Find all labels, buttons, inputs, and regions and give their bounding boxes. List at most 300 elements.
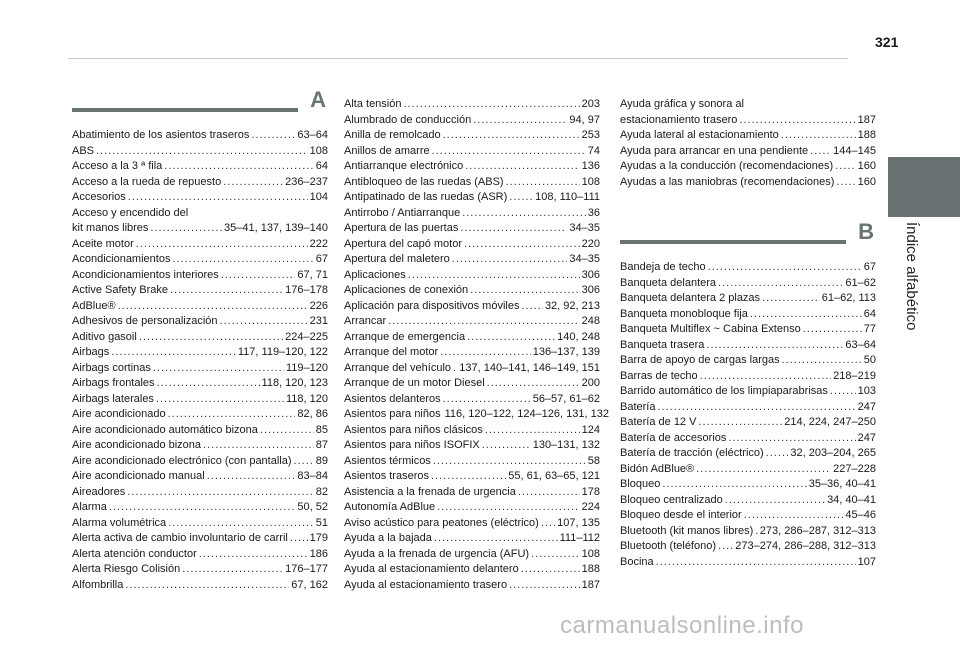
index-pages: 160 — [857, 175, 876, 188]
dot-leader — [432, 144, 586, 160]
index-term: Banqueta Multiflex ~ Cabina Extenso — [620, 323, 801, 335]
index-term: Asientos para niños clásicos — [344, 423, 483, 436]
index-pages: 36 — [587, 206, 600, 219]
index-pages: 83–84 — [297, 470, 328, 482]
index-term: Bloqueo — [620, 478, 661, 490]
dot-leader — [836, 175, 855, 191]
index-term: Ayuda para arrancar en una pendiente — [620, 144, 809, 157]
index-term: Alerta atención conductor — [72, 547, 197, 560]
index-term: Airbags laterales — [72, 392, 154, 405]
index-column-2 — [344, 97, 609, 593]
index-entry — [344, 345, 600, 361]
index-pages: 253 — [581, 129, 600, 141]
index-entry — [344, 376, 600, 392]
header-divider — [68, 58, 848, 59]
dot-leader — [509, 190, 533, 206]
index-pages: 35–36, 40–41 — [808, 478, 876, 490]
index-term: Aireadores — [72, 485, 126, 498]
letter-a: A — [310, 87, 326, 112]
index-term: Acondicionamientos — [72, 253, 171, 265]
index-entry — [344, 500, 600, 516]
index-term: Active Safety Brake — [72, 284, 168, 296]
index-pages: 55, 61, 63–65, 121 — [508, 470, 600, 482]
index-pages: 108, 110–111 — [535, 191, 600, 203]
entry-list-b-col3 — [620, 260, 876, 570]
index-pages: 117, 119–120, 122 — [237, 346, 328, 358]
index-pages: 140, 248 — [557, 330, 600, 343]
dot-leader — [518, 485, 580, 501]
dot-leader — [782, 353, 862, 369]
index-pages: 124 — [581, 423, 600, 436]
dot-leader — [728, 431, 855, 447]
index-pages: 116, 120–122, 124–126, 131, 132 — [444, 408, 609, 420]
index-entry — [344, 175, 600, 191]
index-pages: 203 — [581, 98, 600, 110]
dot-leader — [433, 454, 586, 470]
index-pages: 61–62, 113 — [821, 292, 876, 304]
index-pages: 64 — [315, 160, 328, 172]
index-pages: 187 — [581, 578, 600, 591]
index-entry — [344, 299, 600, 315]
index-entry — [72, 159, 328, 175]
index-entry — [344, 252, 600, 268]
dot-leader — [170, 283, 283, 299]
index-term: Ayuda lateral al estacionamiento — [620, 129, 779, 141]
section-tab-marker — [888, 157, 960, 217]
index-term: Antipatinado de las ruedas (ASR) — [344, 191, 508, 203]
dot-leader — [443, 128, 580, 144]
index-entry — [344, 113, 600, 129]
index-pages: 178 — [581, 485, 600, 498]
dot-leader — [172, 252, 313, 268]
dot-leader — [718, 539, 733, 555]
dot-leader — [220, 314, 308, 330]
index-term: Batería de tracción (eléctrico) — [620, 447, 764, 459]
dot-leader — [725, 493, 825, 509]
index-pages: 136 — [581, 160, 600, 172]
index-entry — [344, 423, 600, 439]
dot-leader — [521, 299, 542, 315]
index-pages: 176–177 — [285, 563, 328, 575]
index-entry — [72, 128, 328, 144]
index-entry — [72, 454, 328, 470]
index-term: Accesorios — [72, 191, 126, 203]
dot-leader — [431, 469, 506, 485]
index-pages: 214, 224, 247–250 — [784, 416, 876, 428]
dot-leader — [164, 159, 313, 175]
index-term: Ayuda al estacionamiento trasero — [344, 578, 508, 591]
index-pages: 103 — [857, 385, 876, 397]
index-pages: 144–145 — [833, 144, 876, 157]
index-pages: 67 — [315, 253, 328, 265]
index-pages: 77 — [863, 323, 876, 335]
dot-leader — [452, 252, 568, 268]
index-pages: 227–228 — [833, 462, 876, 475]
entry-list-a-col1 — [72, 128, 328, 593]
index-term: Acondicionamientos interiores — [72, 268, 219, 281]
dot-leader — [810, 144, 831, 160]
index-entry — [620, 524, 876, 540]
index-term: Abatimiento de los asientos traseros — [72, 129, 250, 141]
index-pages: 236–237 — [285, 175, 328, 188]
index-pages: 56–57, 61–62 — [532, 392, 600, 405]
index-term: Antirrobo / Antiarranque — [344, 206, 461, 219]
section-side-label: Índice alfabético — [903, 222, 920, 331]
index-pages: 34–35 — [569, 253, 600, 265]
index-term: Alarma volumétrica — [72, 516, 167, 529]
letter-heading-b — [620, 219, 876, 258]
index-entry-prefix: Ayuda gráfica y sonora al — [620, 98, 744, 110]
index-term: Arranque de emergencia — [344, 330, 466, 343]
index-pages: 111–112 — [559, 532, 600, 544]
index-pages: 58 — [587, 454, 600, 467]
dot-leader — [531, 547, 580, 563]
index-entry — [344, 438, 600, 454]
index-pages: 136–137, 139 — [532, 346, 600, 358]
index-entry — [620, 431, 876, 447]
index-entry — [620, 260, 876, 276]
index-pages: 51 — [315, 516, 328, 529]
index-term: Antibloqueo de las ruedas (ABS) — [344, 175, 504, 188]
dot-leader — [750, 307, 862, 323]
index-pages: 224 — [581, 501, 600, 513]
dot-leader — [706, 338, 843, 354]
dot-leader — [509, 578, 580, 594]
letter-rule — [72, 108, 298, 112]
index-entry — [620, 307, 876, 323]
index-term: Aplicaciones — [344, 268, 406, 281]
index-term: Alarma — [72, 501, 107, 513]
index-entry — [72, 531, 328, 547]
index-term: Asientos térmicos — [344, 454, 431, 467]
dot-leader — [294, 454, 314, 470]
index-term: Apertura del maletero — [344, 253, 450, 265]
index-pages: 226 — [309, 299, 328, 312]
index-term: Aplicaciones de conexión — [344, 284, 469, 296]
dot-leader — [221, 268, 296, 284]
index-pages: 118, 120 — [285, 392, 328, 405]
index-entry — [72, 500, 328, 516]
index-term: Aditivo gasoil — [72, 330, 137, 343]
index-term: Aviso acústico para peatones (eléctrico) — [344, 516, 539, 529]
index-term: Alumbrado de conducción — [344, 113, 472, 126]
letter-b: B — [858, 219, 874, 244]
dot-leader — [153, 361, 284, 377]
dot-leader — [96, 144, 308, 160]
index-pages: 87 — [315, 439, 328, 451]
index-entry — [344, 159, 600, 175]
letter-rule — [620, 240, 846, 244]
index-entry — [72, 376, 328, 392]
dot-leader — [182, 562, 283, 578]
index-term: Asientos traseros — [344, 470, 429, 482]
index-term: Apertura de las puertas — [344, 222, 459, 234]
index-pages: 63–64 — [297, 129, 328, 141]
index-entry — [72, 438, 328, 454]
dot-leader — [440, 345, 531, 361]
index-term: Asientos para niños — [344, 408, 441, 420]
dot-leader — [473, 113, 567, 129]
index-entry — [72, 345, 328, 361]
index-entry — [72, 268, 328, 284]
index-pages: 32, 203–204, 265 — [790, 447, 876, 459]
index-entry — [72, 547, 328, 563]
index-term: AdBlue® — [72, 299, 116, 312]
index-entry — [620, 384, 876, 400]
index-pages: 130–131, 132 — [532, 439, 600, 451]
dot-leader — [460, 221, 567, 237]
dot-leader — [781, 128, 856, 144]
index-term: Alta tensión — [344, 98, 402, 110]
index-entry — [344, 221, 600, 237]
index-pages: 218–219 — [833, 369, 876, 382]
index-entry — [344, 407, 609, 423]
index-entry — [620, 144, 876, 160]
index-pages: 63–64 — [845, 338, 876, 351]
dot-leader — [156, 392, 284, 408]
index-entry — [344, 237, 600, 253]
index-term: Aire acondicionado automático bizona — [72, 423, 258, 436]
index-term: Antiarranque electrónico — [344, 160, 464, 172]
index-pages: 61–62 — [845, 276, 876, 289]
dot-leader — [656, 555, 856, 571]
index-pages: 85 — [315, 423, 328, 436]
index-term: Autonomía AdBlue — [344, 501, 436, 513]
index-pages: 160 — [857, 160, 876, 172]
index-term: ABS — [72, 144, 95, 157]
index-pages: 32, 92, 213 — [544, 299, 600, 312]
index-entry — [344, 516, 600, 532]
dot-leader — [662, 477, 806, 493]
index-pages: 50 — [863, 354, 876, 366]
index-term: Aire acondicionado — [72, 408, 166, 420]
index-entry — [620, 291, 876, 307]
dot-leader — [506, 175, 580, 191]
index-pages: 67 — [863, 261, 876, 273]
dot-leader — [118, 299, 308, 315]
index-pages: 108 — [581, 175, 600, 188]
index-term: Barra de apoyo de cargas largas — [620, 354, 780, 366]
index-term: Batería de 12 V — [620, 416, 697, 428]
index-pages: 67, 71 — [297, 268, 328, 281]
index-pages: 45–46 — [845, 509, 876, 521]
index-term: Asientos para niños ISOFIX — [344, 439, 480, 451]
index-term: Airbags cortinas — [72, 361, 151, 374]
dot-leader — [762, 291, 820, 307]
index-entry — [344, 144, 600, 160]
index-term: Acceso a la 3 ª fila — [72, 160, 163, 172]
dot-leader — [739, 113, 855, 129]
index-term: Asientos delanteros — [344, 392, 441, 405]
index-pages: 247 — [857, 400, 876, 413]
index-pages: 119–120 — [285, 361, 328, 374]
dot-leader — [487, 376, 580, 392]
index-term: Bloqueo desde el interior — [620, 509, 742, 521]
index-pages: 231 — [309, 315, 328, 327]
index-term: Adhesivos de personalización — [72, 315, 218, 327]
index-term: Ayudas a las maniobras (recomendaciones) — [620, 175, 835, 188]
index-pages: 273, 286–287, 312–313 — [759, 524, 876, 537]
watermark: carmanualsonline.info — [560, 612, 804, 639]
dot-leader — [696, 462, 831, 478]
index-pages: 94, 97 — [569, 113, 600, 126]
index-term: Anillos de amarre — [344, 144, 430, 157]
index-term: Banqueta delantera 2 plazas — [620, 292, 761, 304]
index-pages: 34, 40–41 — [827, 493, 876, 506]
dot-leader — [157, 376, 260, 392]
index-entry — [344, 268, 600, 284]
index-entry — [344, 330, 600, 346]
dot-leader — [718, 276, 843, 292]
index-pages: 306 — [581, 284, 600, 296]
index-pages: 64 — [863, 307, 876, 320]
index-pages: 220 — [581, 237, 600, 250]
letter-heading-a — [72, 87, 328, 126]
dot-leader — [127, 485, 314, 501]
dot-leader — [708, 260, 862, 276]
index-pages: 118, 120, 123 — [261, 377, 328, 389]
index-pages: 306 — [581, 268, 600, 281]
index-pages: 35–41, 137, 139–140 — [224, 222, 328, 234]
dot-leader — [125, 578, 289, 594]
index-term: Airbags frontales — [72, 377, 155, 389]
dot-leader — [470, 283, 580, 299]
dot-leader — [766, 446, 789, 462]
index-entry — [344, 361, 600, 377]
dot-leader — [251, 128, 295, 144]
index-term: kit manos libres — [72, 222, 149, 234]
index-pages: 67, 162 — [291, 578, 328, 591]
index-entry — [344, 454, 600, 470]
dot-leader — [111, 345, 236, 361]
index-entry — [344, 128, 600, 144]
index-term: Aire acondicionado manual — [72, 470, 205, 482]
dot-leader — [136, 237, 308, 253]
index-entry — [620, 322, 876, 338]
index-entry — [620, 338, 876, 354]
dot-leader — [482, 438, 531, 454]
index-term: Bocina — [620, 555, 654, 568]
index-term: Barrido automático de los limpiaparabrisas — [620, 385, 828, 397]
index-term: Aplicación para dispositivos móviles — [344, 299, 520, 312]
dot-leader — [150, 221, 222, 237]
index-term: Ayuda a la bajada — [344, 532, 432, 544]
index-entry — [620, 175, 876, 191]
index-entry — [344, 190, 600, 206]
index-entry — [72, 423, 328, 439]
index-entry — [72, 407, 328, 423]
index-entry — [72, 299, 328, 315]
index-term: Bluetooth (kit manos libres) — [620, 524, 754, 537]
index-entry — [620, 555, 876, 571]
index-term: Bluetooth (teléfono) — [620, 540, 717, 552]
dot-leader — [755, 524, 757, 540]
index-entry — [72, 562, 328, 578]
index-pages: 188 — [581, 563, 600, 575]
dot-leader — [168, 407, 296, 423]
dot-leader — [467, 330, 555, 346]
index-entry — [620, 415, 876, 431]
index-pages: 224–225 — [285, 330, 328, 343]
dot-leader — [465, 159, 579, 175]
index-entry — [72, 175, 328, 191]
index-pages: 179 — [309, 532, 328, 544]
index-pages: 108 — [309, 144, 328, 157]
dot-leader — [388, 314, 579, 330]
index-pages: 273–274, 286–288, 312–313 — [735, 540, 876, 552]
dot-leader — [803, 322, 862, 338]
entry-list-a-col3 — [620, 97, 876, 190]
dot-leader — [521, 562, 580, 578]
index-term: Batería de accesorios — [620, 431, 727, 444]
index-pages: 104 — [309, 191, 328, 203]
dot-leader — [260, 423, 314, 439]
index-entry — [620, 113, 876, 129]
dot-leader — [290, 531, 308, 547]
index-entry — [344, 97, 600, 113]
index-term: Anilla de remolcado — [344, 129, 441, 141]
dot-leader — [199, 547, 308, 563]
index-entry — [72, 144, 328, 160]
index-entry — [344, 283, 600, 299]
index-entry — [344, 206, 600, 222]
index-term: Asistencia a la frenada de urgencia — [344, 485, 516, 498]
index-term: Acceso a la rueda de repuesto — [72, 175, 222, 188]
dot-leader — [109, 500, 296, 516]
page-number: 321 — [875, 34, 899, 50]
index-term: Bandeja de techo — [620, 261, 706, 273]
index-pages: 89 — [315, 454, 328, 467]
index-term: Ayudas a la conducción (recomendaciones) — [620, 160, 834, 172]
index-entry — [344, 547, 600, 563]
index-entry — [620, 369, 876, 385]
index-term: Alerta activa de cambio involuntario de carril — [72, 532, 288, 544]
index-term: Banqueta trasera — [620, 338, 705, 351]
index-entry — [620, 276, 876, 292]
index-entry — [344, 562, 600, 578]
dot-leader — [462, 206, 586, 222]
index-entry-prefix: Acceso y encendido del — [72, 206, 189, 219]
dot-leader — [139, 330, 283, 346]
index-entry — [344, 485, 600, 501]
index-entry — [72, 330, 328, 346]
index-entry — [72, 237, 328, 253]
index-entry — [72, 190, 328, 206]
dot-leader — [830, 384, 856, 400]
index-term: Arranque de un motor Diesel — [344, 377, 485, 389]
dot-leader — [453, 361, 457, 377]
index-pages: 247 — [857, 431, 876, 444]
index-entry — [72, 252, 328, 268]
index-entry — [620, 508, 876, 524]
index-pages: 222 — [309, 237, 328, 250]
index-entry — [72, 469, 328, 485]
index-entry — [620, 462, 876, 478]
index-pages: 107, 135 — [557, 516, 600, 529]
index-pages: 107 — [857, 555, 876, 568]
dot-leader — [223, 175, 283, 191]
dot-leader — [464, 237, 580, 253]
dot-leader — [744, 508, 844, 524]
index-entry — [620, 400, 876, 416]
dot-leader — [657, 400, 855, 416]
index-pages: 187 — [857, 113, 876, 126]
index-pages: 82 — [315, 485, 328, 498]
index-term: Aire acondicionado electrónico (con pantalla) — [72, 454, 292, 467]
index-entry — [72, 516, 328, 532]
index-pages: 137, 140–141, 146–149, 151 — [459, 361, 600, 374]
index-pages: 186 — [309, 547, 328, 560]
